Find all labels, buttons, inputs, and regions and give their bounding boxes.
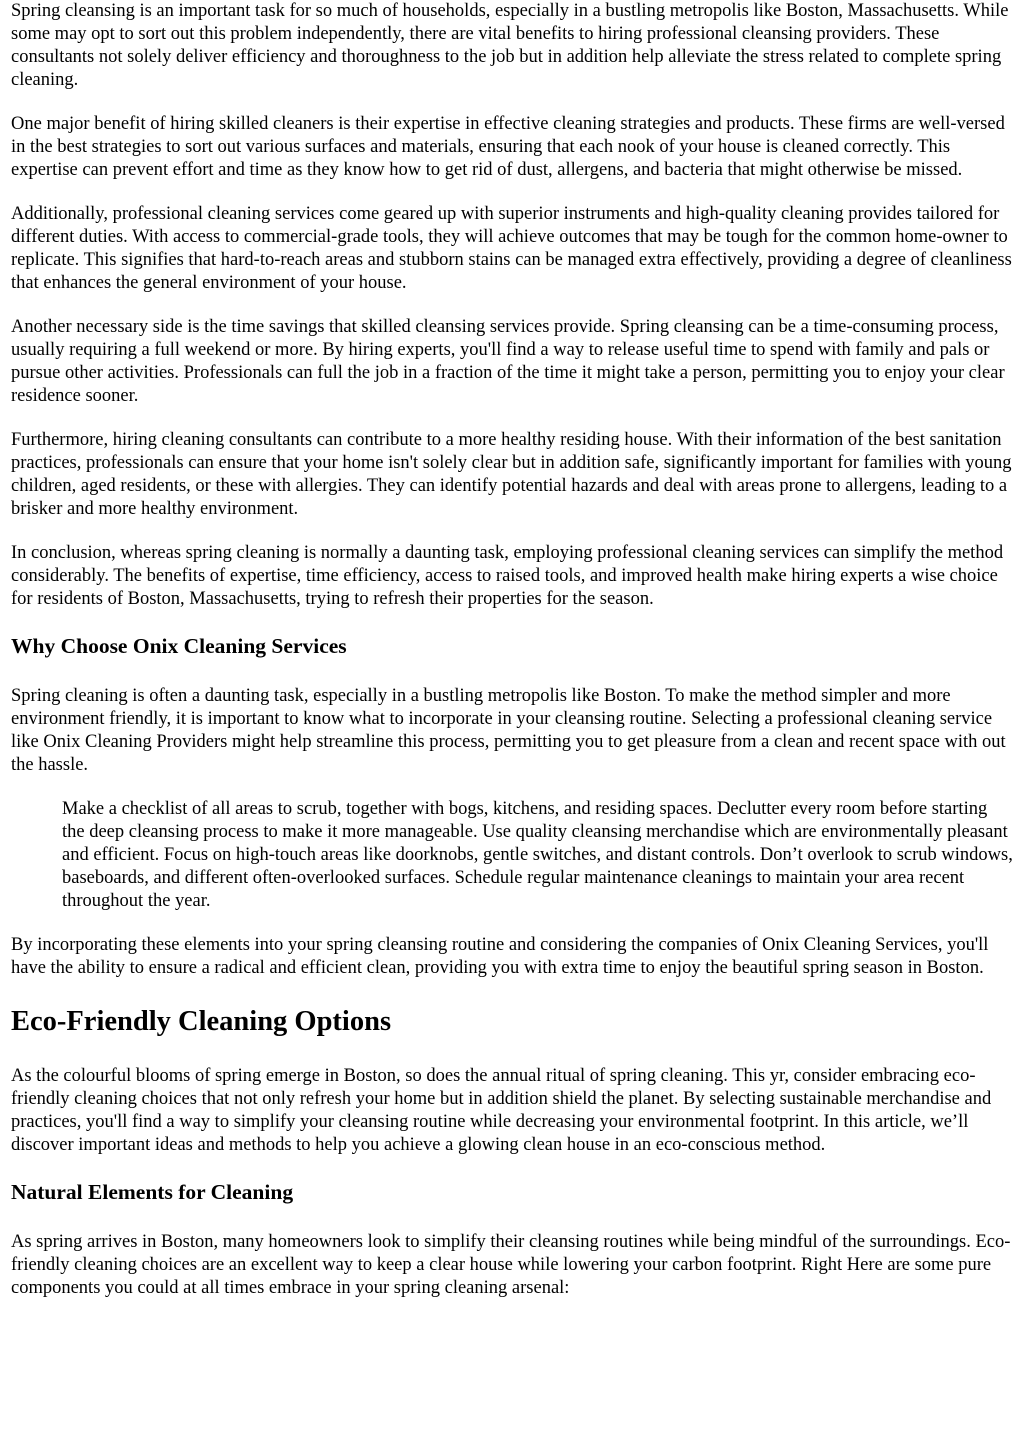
checklist-blockquote: Make a checklist of all areas to scrub, together with bogs, kitchens, and residing spaces. Declutter every room before starting the deep cleansing process to make it more manageable. Use quality cleansing merchandise which are environmentally pleasant and efficient. Focus on high-touch areas like doorknobs, gentle switches, and distant controls. Don’t overlook to scrub windows, baseboards, and different often-overlooked surfaces. Schedule regular maintenance cleanings to maintain your area recent throughout the year. [62,799,1013,911]
intro-paragraph-6: In conclusion, whereas spring cleaning is normally a daunting task, employing professional cleaning services can simplify the method considerably. The benefits of expertise, time efficiency, access to raised tools, and improved health make hiring experts a wise choice for residents of Boston, Massachusetts, trying to refresh their properties for the season. [11,543,1004,609]
eco-section-paragraph: As the colourful blooms of spring emerge in Boston, so does the annual ritual of spring cleaning. This yr, consider embracing eco-friendly cleaning choices that not only refresh your home but in addition shield the planet. By selecting sustainable merchandise and practices, you'll find a way to simplify your cleansing routine while decreasing your environmental footprint. In this article, we’ll discover important ideas and methods to help you achieve a glowing clean house in an eco-conscious method. [11,1066,992,1155]
eco-section-heading: Eco-Friendly Cleaning Options [11,1006,392,1037]
onix-section-closing: By incorporating these elements into your spring cleansing routine and considering the companies of Onix Cleaning Services, you'll have the ability to ensure a radical and efficient clean, providing you with extra time to enjoy the beautiful spring season in Boston. [11,935,989,978]
intro-paragraph-1: Spring cleansing is an important task for so much of households, especially in a bustling metropolis like Boston, Massachusetts. While some may opt to sort out this problem independently, there are vital benefits to hiring professional cleansing providers. These consultants not solely deliver efficiency and thoroughness to the job but in addition help alleviate the stress related to complete spring cleaning. [11,1,1009,90]
natural-section-paragraph: As spring arrives in Boston, many homeowners look to simplify their cleansing routines while being mindful of the surroundings. Eco-friendly cleaning choices are an excellent way to keep a clear house while lowering your carbon footprint. Right Here are some pure components you could at all times embrace in your spring cleaning arsenal: [11,1232,1011,1298]
onix-section-heading: Why Choose Onix Cleaning Services [11,634,347,658]
intro-paragraph-3: Additionally, professional cleaning services come geared up with superior instruments and high-quality cleaning provides tailored for different duties. With access to commercial-grade tools, they will achieve outcomes that may be tough for the common home-owner to replicate. This signifies that hard-to-reach areas and stubborn stains can be managed extra effectively, providing a degree of cleanliness that enhances the general environment of your house. [11,204,1012,293]
natural-section-heading: Natural Elements for Cleaning [11,1180,294,1204]
onix-section-paragraph: Spring cleaning is often a daunting task, especially in a bustling metropolis like Boston. To make the method simpler and more environment friendly, it is important to know what to incorporate in your cleansing routine. Selecting a professional cleaning service like Onix Cleaning Providers might help streamline this process, permitting you to get pleasure from a clean and recent space with out the hassle. [11,686,1006,775]
intro-paragraph-2: One major benefit of hiring skilled cleaners is their expertise in effective cleaning strategies and products. These firms are well-versed in the best strategies to sort out various surfaces and materials, ensuring that each nook of your house is cleaned correctly. This expertise can prevent effort and time as they know how to get rid of dust, allergens, and bacteria that might otherwise be missed. [11,114,1005,180]
intro-paragraph-5: Furthermore, hiring cleaning consultants can contribute to a more healthy residing house. With their information of the best sanitation practices, professionals can ensure that your home isn't solely clear but in addition safe, significantly important for families with young children, aged residents, or these with allergies. They can identify potential hazards and deal with areas prone to allergens, leading to a brisker and more healthy environment. [11,430,1012,519]
intro-paragraph-4: Another necessary side is the time savings that skilled cleansing services provide. Spring cleansing can be a time-consuming process, usually requiring a full weekend or more. By hiring experts, you'll find a way to release useful time to spend with family and pals or pursue other activities. Professionals can full the job in a fraction of the time it might take a person, permitting you to enjoy your clear residence sooner. [11,317,1005,406]
